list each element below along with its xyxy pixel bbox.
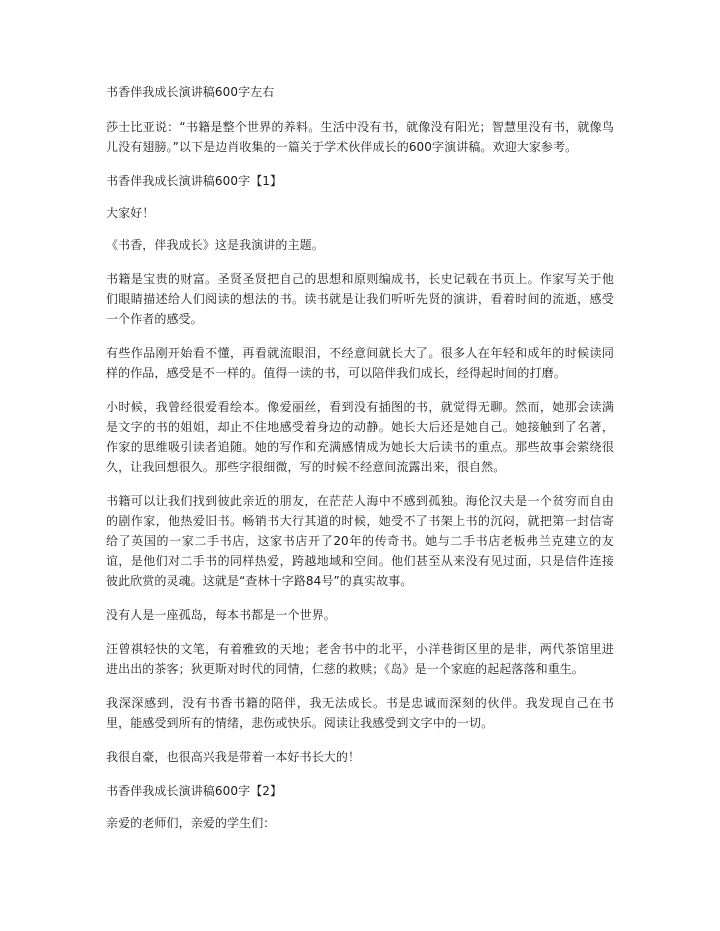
body-paragraph-2: 有些作品刚开始看不懂，再看就流眼泪，不经意间就长大了。很多人在年轻和成年的时候读同样的作品，感受是不一样的。值得一读的书，可以陪伴我们成长，经得起时间的打磨。 [106,346,614,380]
body-paragraph-8: 我很自豪，也很高兴我是带着一本好书长大的！ [106,750,361,764]
body-paragraph-5: 没有人是一座孤岛，每本书都是一个世界。 [106,608,336,622]
intro-paragraph: 莎士比亚说：“书籍是整个世界的养料。生活中没有书，就像没有阳光；智慧里没有书，就像鸟儿没有翅膀。”以下是边肖收集的一篇关于学术伙伴成长的600字演讲稿。欢迎大家参考。 [106,120,614,154]
topic-paragraph: 《书香，伴我成长》这是我演讲的主题。 [106,238,324,252]
body-paragraph-7: 我深深感到，没有书香书籍的陪伴，我无法成长。书是忠诚而深刻的伙伴。我发现自己在书里，能感受到所有的情绪，悲伤或快乐。阅读让我感受到文字中的一切。 [106,696,614,730]
document-page [106,82,614,833]
section-heading-1: 书香伴我成长演讲稿600字【1】 [106,174,283,188]
body-paragraph-6: 汪曾祺轻快的文笔，有着雅致的天地；老舍书中的北平，小洋巷街区里的是非，两代茶馆里进进出出的茶客；狄更斯对时代的同情，仁慈的救赎；《岛》是一个家庭的起起落落和重生。 [106,642,614,676]
body-paragraph-3: 小时候，我曾经很爱看绘本。像爱丽丝，看到没有插图的书，就觉得无聊。然而，她那会读满是文字的书的姐姐，却止不住地感受着身边的动静。她长大后还是她自己。她接触到了名著，作家的思维吸引读者追随。她的写作和充满感情成为她长大后读书的重点。那些故事会萦绕很久，让我回想很久。那些字很细微，写的时候不经意间流露出来，很自然。 [106,400,614,474]
greeting-paragraph: 大家好！ [106,206,155,220]
greeting-paragraph-2: 亲爱的老师们，亲爱的学生们： [106,816,276,830]
section-heading-2: 书香伴我成长演讲稿600字【2】 [106,784,283,798]
body-paragraph-4: 书籍可以让我们找到彼此亲近的朋友，在茫茫人海中不感到孤独。海伦汉夫是一个贫穷而自由的剧作家，他热爱旧书。畅销书大行其道的时候，她受不了书架上书的沉闷，就把第一封信寄给了英国的一家二手书店，这家书店开了20年的传奇书。她与二手书店老板弗兰克建立的友谊，是他们对二手书的同样热爱，跨越地域和空间。他们甚至从来没有见过面，只是信件连接彼此欣赏的灵魂。这就是“查林十字路84号”的真实故事。 [106,494,614,588]
body-paragraph-1: 书籍是宝贵的财富。圣贤圣贤把自己的思想和原则编成书，长史记载在书页上。作家写关于他们眼睛描述给人们阅读的想法的书。读书就是让我们听听先贤的演讲，看着时间的流逝，感受一个作者的感受。 [106,272,614,326]
document-title: 书香伴我成长演讲稿600字左右 [106,85,275,99]
